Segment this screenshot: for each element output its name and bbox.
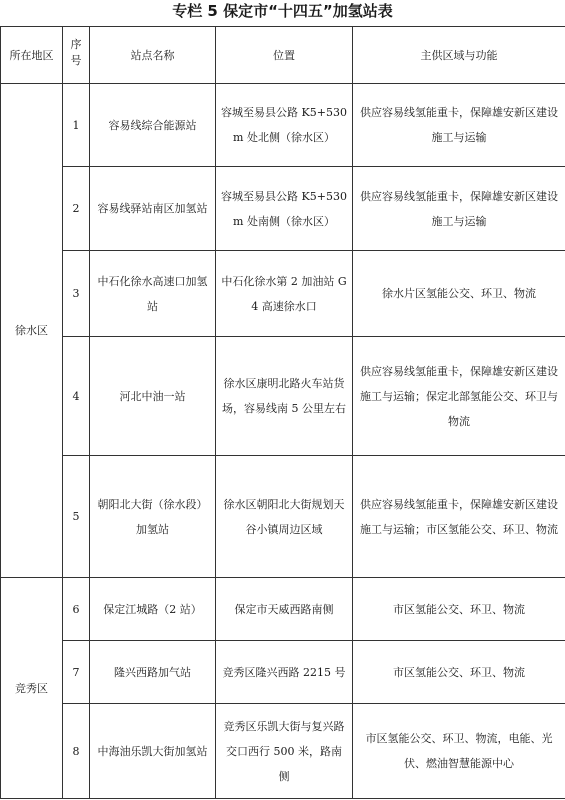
station-name: 河北中油一站 [90, 337, 216, 456]
station-function: 供应容易线氢能重卡，保障雄安新区建设施工与运输 [353, 84, 565, 167]
row-index: 2 [63, 167, 90, 251]
station-location: 保定市天威西路南侧 [216, 578, 353, 641]
header-location: 位置 [216, 27, 353, 84]
table-row [1, 337, 565, 456]
station-name: 容易线综合能源站 [90, 84, 216, 167]
station-function: 供应容易线氢能重卡，保障雄安新区建设施工与运输；保定北部氢能公交、环卫与物流 [353, 337, 565, 456]
table-row [1, 704, 565, 799]
station-function: 供应容易线氢能重卡，保障雄安新区建设施工与运输 [353, 167, 565, 251]
station-location: 中石化徐水第 2 加油站 G4 高速徐水口 [216, 251, 353, 337]
region-jingxiu: 竞秀区 [1, 578, 63, 799]
station-function: 供应容易线氢能重卡，保障雄安新区建设施工与运输；市区氢能公交、环卫、物流 [353, 456, 565, 578]
row-index: 6 [63, 578, 90, 641]
station-location: 徐水区康明北路火车站货场，容易线南 5 公里左右 [216, 337, 353, 456]
table-row [1, 167, 565, 251]
table-row [1, 578, 565, 641]
station-name: 朝阳北大街（徐水段）加氢站 [90, 456, 216, 578]
table-row [1, 641, 565, 704]
region-xushui: 徐水区 [1, 84, 63, 578]
row-index: 5 [63, 456, 90, 578]
station-location: 容城至易县公路 K5+530m 处北侧（徐水区） [216, 84, 353, 167]
station-function: 徐水片区氢能公交、环卫、物流 [353, 251, 565, 337]
station-location: 竞秀区乐凯大街与复兴路交口西行 500 米，路南侧 [216, 704, 353, 799]
station-location: 容城至易县公路 K5+530m 处南侧（徐水区） [216, 167, 353, 251]
station-name: 容易线驿站南区加氢站 [90, 167, 216, 251]
row-index: 7 [63, 641, 90, 704]
station-location: 徐水区朝阳北大街规划天谷小镇周边区域 [216, 456, 353, 578]
row-index: 1 [63, 84, 90, 167]
header-region: 所在地区 [1, 27, 63, 84]
header-index: 序号 [63, 27, 90, 84]
hydrogen-station-table [0, 26, 565, 799]
station-name: 保定江城路（2 站） [90, 578, 216, 641]
row-index: 3 [63, 251, 90, 337]
station-location: 竞秀区隆兴西路 2215 号 [216, 641, 353, 704]
station-function: 市区氢能公交、环卫、物流 [353, 578, 565, 641]
station-name: 中石化徐水高速口加氢站 [90, 251, 216, 337]
table-title: 专栏 5 保定市“十四五”加氢站表 [172, 2, 393, 20]
station-name: 隆兴西路加气站 [90, 641, 216, 704]
header-row [1, 27, 565, 84]
row-index: 8 [63, 704, 90, 799]
table-row [1, 251, 565, 337]
station-name: 中海油乐凯大街加氢站 [90, 704, 216, 799]
station-function: 市区氢能公交、环卫、物流 [353, 641, 565, 704]
table-row [1, 456, 565, 578]
header-station: 站点名称 [90, 27, 216, 84]
station-function: 市区氢能公交、环卫、物流，电能、光伏、燃油智慧能源中心 [353, 704, 565, 799]
table-row [1, 84, 565, 167]
row-index: 4 [63, 337, 90, 456]
header-function: 主供区域与功能 [353, 27, 565, 84]
